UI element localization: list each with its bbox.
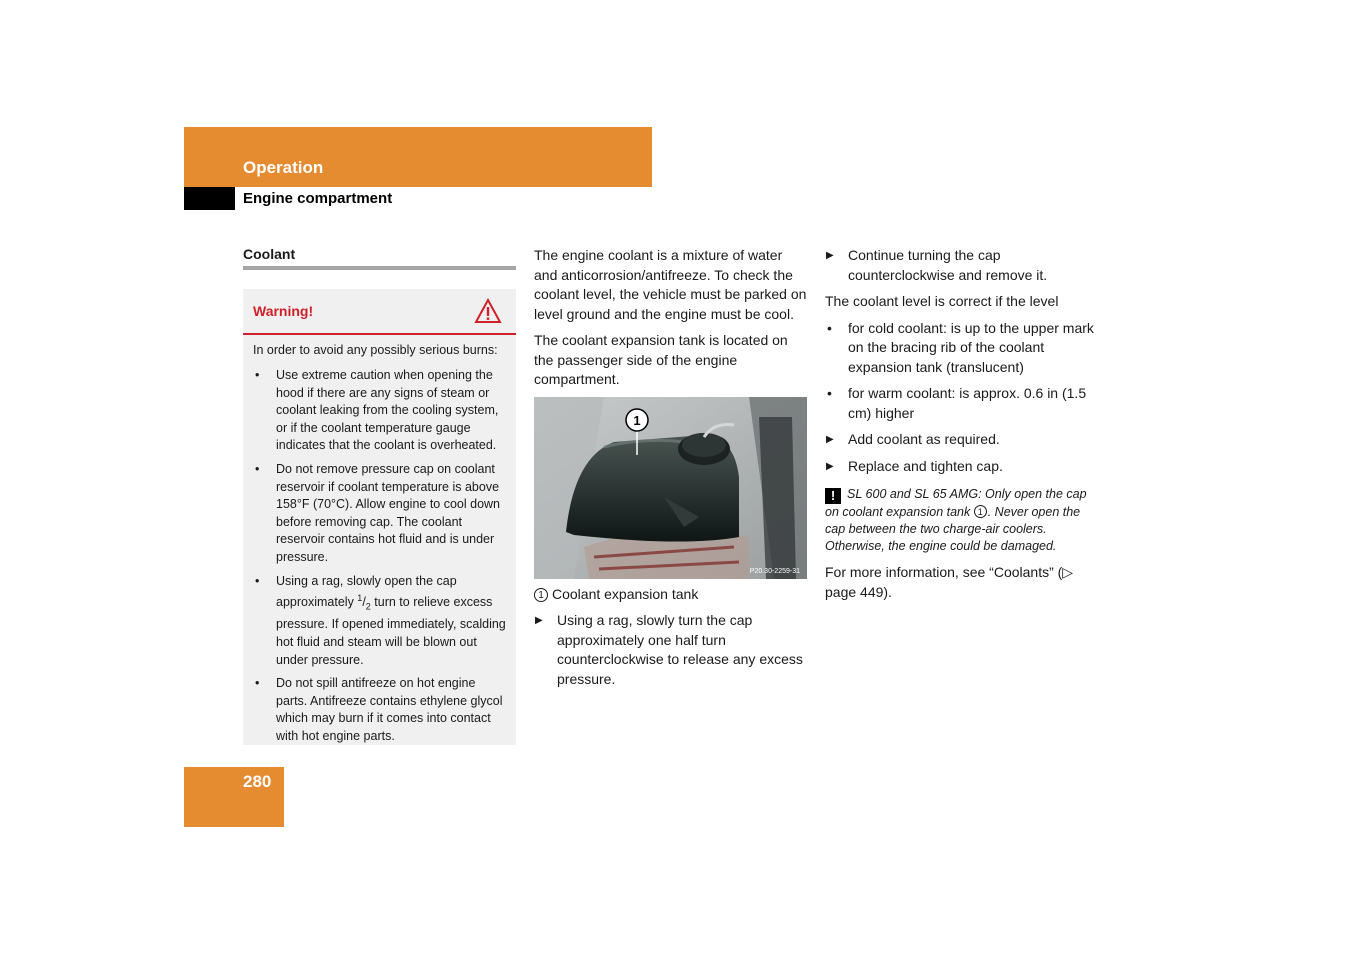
list-item: • for warm coolant: is approx. 0.6 in (1.5 cm) higher: [827, 385, 1087, 421]
header-marker: [184, 187, 235, 210]
coolant-tank-photo: [534, 397, 807, 579]
paragraph: The engine coolant is a mixture of water and anticorrosion/antifreeze. To check the coolant level, the vehicle must be parked on level ground and the engine must be cool.: [534, 247, 807, 322]
list-item: • for cold coolant: is up to the upper mark on the bracing rib of the coolant expansion tank (translucent): [827, 319, 1094, 375]
topic-rule: [243, 266, 516, 270]
warning-label: Warning!: [253, 303, 314, 319]
column-right: [825, 246, 1101, 609]
warning-header: [243, 289, 516, 335]
more-info: For more information, see “Coolants” (▷ page 449).: [825, 564, 1074, 600]
exclamation-icon: !: [825, 488, 841, 504]
list-item: • Do not remove pressure cap on coolant reservoir if coolant temperature is above 158°F (70°C). Allow engine to cool down before removing cap. The coolant reservoir contains hot fluid and is under pressure.: [255, 461, 501, 564]
paragraph: The coolant expansion tank is located on the passenger side of the engine compartment.: [534, 332, 788, 387]
instruction-step: ▶ Continue turning the cap counterclockwise and remove it.: [826, 247, 1048, 283]
topic-title: Coolant: [243, 246, 296, 262]
photo-caption: 1 Coolant expansion tank: [534, 585, 808, 605]
warning-intro: In order to avoid any possibly serious burns:: [253, 343, 498, 357]
instruction-step: ▶ Replace and tighten cap.: [826, 457, 1003, 474]
list-item: • Using a rag, slowly open the cap approximately $^1/_2$ turn to relieve excess pressure. If opened immediately, scalding hot fluid and steam will be blown out under pressure.: [255, 573, 506, 667]
page-number: 280: [243, 772, 272, 791]
instruction-step: ▶ Using a rag, slowly turn the cap approximately one half turn counterclockwise to release any excess pressure.: [535, 612, 803, 687]
list-item: • Use extreme caution when opening the hood if there are any signs of steam or coolant leaking from the cooling system, or if the coolant temperature gauge indicates that the coolant is overheated.: [255, 368, 499, 453]
list-item: • Do not spill antifreeze on hot engine parts. Antifreeze contains ethylene glycol which may burn if it comes into contact with hot engine parts.: [255, 676, 503, 743]
instruction-step: ▶ Add coolant as required.: [826, 431, 1000, 447]
paragraph: The coolant level is correct if the level: [825, 293, 1059, 309]
photo-code: P20.30-2259-31: [749, 567, 800, 575]
warning-box: [243, 289, 516, 745]
header-bar: [184, 127, 652, 187]
warning-triangle-icon: [474, 298, 502, 324]
section-title: Engine compartment: [243, 190, 393, 207]
chapter-title: Operation: [243, 158, 324, 177]
photo-callout: 1: [633, 412, 641, 428]
damage-notice: ! SL 600 and SL 65 AMG: Only open the cap on coolant expansion tank 1 . Never open the cap between the two charge-air coolers. Otherwise, the engine could be damaged.: [825, 487, 1087, 553]
column-middle: [534, 246, 808, 696]
warning-list: [253, 367, 508, 746]
